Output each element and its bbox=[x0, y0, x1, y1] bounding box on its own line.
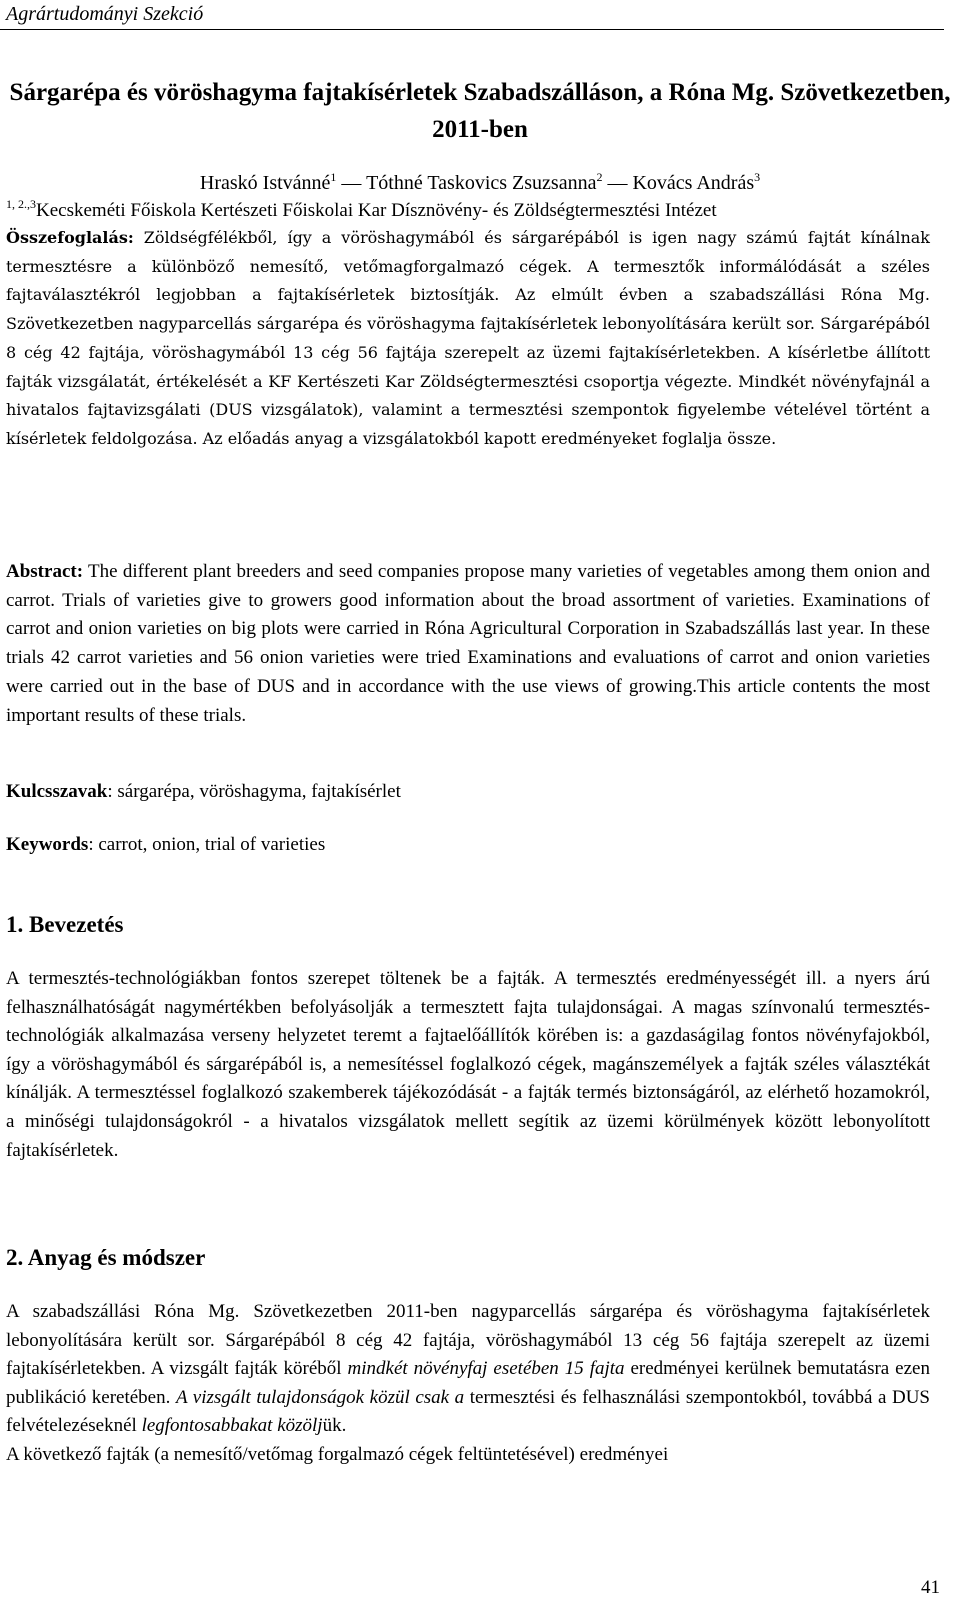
author-1: Hraskó Istvánné bbox=[199, 172, 331, 194]
section-heading-methods: 2. Anyag és módszer bbox=[6, 1245, 206, 1270]
methods-paragraph-2: A következő fajták (a nemesítő/vetőmag forgalmazó cégek feltüntetésével) eredményei bbox=[6, 1443, 669, 1465]
keywords-hungarian bbox=[6, 779, 930, 805]
author-3: Kovács András bbox=[632, 172, 755, 194]
author-2: Tóthné Taskovics Zsuzsanna bbox=[366, 172, 597, 194]
keywords-en-text: : carrot, onion, trial of varieties bbox=[88, 834, 326, 855]
affiliation bbox=[6, 198, 946, 224]
methods-paragraph-1 bbox=[6, 1298, 930, 1441]
paper-title: Sárgarépa és vöröshagyma fajtakísérletek Szabadszálláson, a Róna Mg. Szövetkezetben, 2011-ben bbox=[9, 79, 951, 143]
affiliation-superscript: 1, 2.,3 bbox=[6, 197, 36, 211]
introduction-paragraph: A termesztés-technológiákban fontos szerepet töltenek be a fajták. A termesztés eredményességét ill. a nyers árú felhasználhatóságát nagymértékben befolyásolják a termesztett fajta tulajdonságai. A magas színvonalú termesztés-technológiák alkalmazása verseny helyzetet teremt a fajtaelőállítók körében is: a gazdaságilag fontos növényfajokból, így a vöröshagymából és sárgarépából is, a nemesítéssel foglalkozó cégek, magánszemélyek a fajták széles választékát kínálják. A termesztéssel foglalkozó szakemberek tájékozódását - a fajták termés biztonságáról, az elérhető hozamokról, a minőségi tulajdonságokról - a hivatalos vizsgálatok mellett segítik az üzemi körülmények között lebonyolított fajtakísérletek. bbox=[6, 968, 930, 1161]
running-header: Agrártudományi Szekció bbox=[6, 3, 204, 25]
keywords-hu-label: Kulcsszavak bbox=[6, 781, 108, 802]
abstract-english bbox=[6, 558, 930, 730]
affiliation-text: Kecskeméti Főiskola Kertészeti Főiskolai Kar Dísznövény- és Zöldségtermesztési Intézet bbox=[36, 200, 717, 221]
abstract-en-label: Abstract: bbox=[6, 561, 84, 582]
methods-italic-text: mindkét növényfaj esetében 15 fajta bbox=[347, 1358, 625, 1380]
header-divider bbox=[0, 29, 944, 30]
methods-italic-text: legfontosabbakat közölj bbox=[141, 1415, 323, 1437]
abstract-en-text: The different plant breeders and seed companies propose many varieties of vegetables among them onion and carrot. Trials of varieties give to growers good information about the broad assortment of varieties. Examinations of carrot and onion varieties on big plots were carried in Róna Agricultural Corporation in Szabadszállás last year. In these trials 42 carrot varieties and 56 onion varieties were tried Examinations and evaluations of carrot and onion varieties were carried out in the base of DUS and in accordance with the use views of growing.This article contents the most important results of these trials. bbox=[6, 561, 930, 726]
methods-text: A szabadszállási Róna Mg. Szövetkezetben 2011-ben nagyparcellás sárgarépa és vöröshagyma fajtakísérletek lebonyolítására került sor. Sárgarépából 8 cég 42 fajtája, vöröshagymából 13 cég 56 fajtája szerepelt az üzemi fajtakísérletekben. A vizsgált fajták köréből bbox=[6, 1301, 930, 1380]
section-heading-introduction: 1. Bevezetés bbox=[6, 912, 124, 937]
author-1-superscript: 1 bbox=[330, 170, 337, 184]
author-3-superscript: 3 bbox=[754, 170, 761, 184]
abstract-hu-text: Zöldségfélékből, így a vöröshagymából és sárgarépából is igen nagy számú fajtát kínálnak termesztésre a különböző nemesítő, vetőmagforgalmazó cégek. A termesztők informálódását a széles fajtaválasztékról legjobban a fajtakísérletek biztosítják. Az elmúlt évben a szabadszállási Róna Mg. Szövetkezetben nagyparcellás sárgarépa és vöröshagyma fajtakísérletek lebonyolítására került sor. Sárgarépából 8 cég 42 fajtája, vöröshagymából 13 cég 56 fajtája szerepelt az üzemi fajtakísérletekben. A kísérletbe állított fajták vizsgálatát, értékelését a KF Kertészeti Kar Zöldségtermesztési csoportja végezte. Mindkét növényfajnál a hivatalos fajtavizsgálati (DUS vizsgálatok), valamint a termesztési szempontok figyelembe vételével történt a kísérletek feldolgozása. Az előadás anyag a vizsgálatokból kapott eredményeket foglalja össze. bbox=[6, 228, 930, 448]
methods-italic-text: A vizsgált tulajdonságok közül csak a bbox=[175, 1386, 465, 1408]
keywords-en-label: Keywords bbox=[6, 834, 89, 855]
author-2-superscript: 2 bbox=[596, 170, 603, 184]
methods-text: eredményei kerülnek bemutatásra ezen publikáció keretében. bbox=[6, 1358, 930, 1408]
keywords-english bbox=[6, 832, 930, 858]
abstract-hungarian bbox=[6, 224, 930, 454]
methods-text: termesztési és felhasználási szempontokból, továbbá a DUS felvételezéseknél bbox=[6, 1386, 930, 1437]
abstract-hu-label: Összefoglalás: bbox=[6, 228, 134, 247]
methods-section bbox=[6, 1298, 930, 1470]
author-separator: — bbox=[341, 172, 362, 194]
methods-text: ük. bbox=[322, 1415, 347, 1437]
page-number: 41 bbox=[921, 1577, 940, 1598]
author-separator: — bbox=[607, 172, 628, 194]
author-line bbox=[0, 170, 960, 196]
keywords-hu-text: : sárgarépa, vöröshagyma, fajtakísérlet bbox=[107, 781, 401, 802]
